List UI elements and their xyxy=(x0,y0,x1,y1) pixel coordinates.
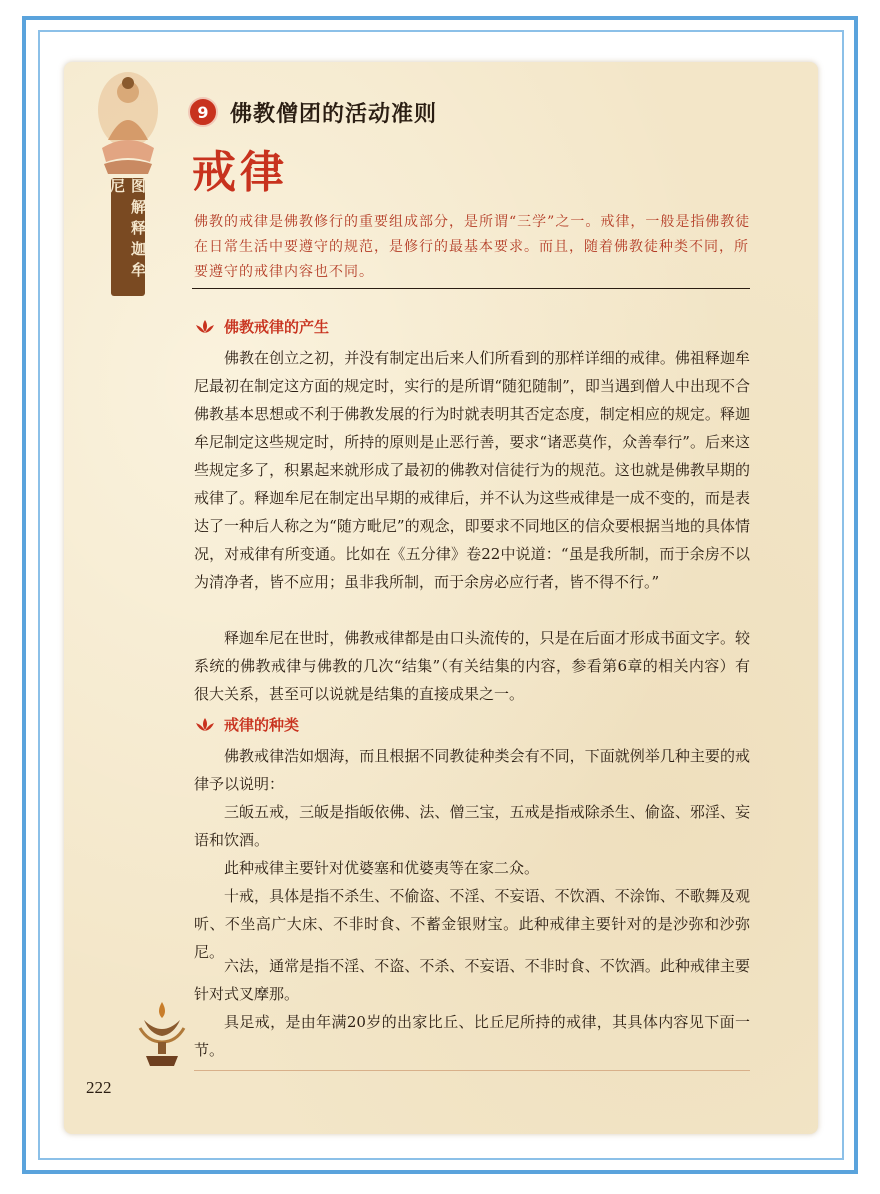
lotus-lamp-icon xyxy=(138,998,186,1068)
paragraph: 具足戒，是由年满20岁的出家比丘、比丘尼所持的戒律，其具体内容见下面一节。 xyxy=(194,1013,750,1059)
subheading-types: 戒律的种类 xyxy=(194,714,299,735)
lotus-icon xyxy=(194,319,216,335)
sidebar-decoration xyxy=(94,62,162,1134)
paragraph: 此种戒律主要针对优婆塞和优婆夷等在家二众。 xyxy=(224,859,540,877)
subheading-origin: 佛教戒律的产生 xyxy=(194,316,329,337)
chapter-title: 佛教僧团的活动准则 xyxy=(230,101,438,127)
paragraph: 十戒，具体是指不杀生、不偷盗、不淫、不妄语、不饮酒、不涂饰、不歌舞及观听、不坐高广大床、不非时食、不蓄金银财宝。此种戒律主要针对的是沙弥和沙弥尼。 xyxy=(194,887,750,961)
buddha-icon xyxy=(94,70,162,178)
intro-paragraph: 佛教的戒律是佛教修行的重要组成部分，是所谓“三学”之一。戒律，一般是指佛教徒在日常生活中要遵守的规范，是修行的最基本要求。而且，随着佛教徒种类不同，所要遵守的戒律内容也不同。 xyxy=(194,214,751,280)
page-number: 222 xyxy=(86,1078,112,1097)
book-page xyxy=(64,62,818,1134)
lotus-icon xyxy=(194,717,216,733)
footer-divider xyxy=(194,1070,750,1071)
chapter-header xyxy=(188,96,437,128)
paragraph: 佛教戒律浩如烟海，而且根据不同教徒种类会有不同，下面就例举几种主要的戒律予以说明： xyxy=(194,747,750,793)
sidebar-vertical-title: 图解释迦牟尼 xyxy=(111,178,145,296)
paragraph: 三皈五戒，三皈是指皈依佛、法、僧三宝，五戒是指戒除杀生、偷盗、邪淫、妄语和饮酒。 xyxy=(194,803,750,849)
section-heading: 戒律 xyxy=(192,147,288,198)
chapter-number-badge: 9 xyxy=(188,97,218,127)
paragraph: 释迦牟尼在世时，佛教戒律都是由口头流传的，只是在后面才形成书面文字。较系统的佛教戒律与佛教的几次“结集”（有关结集的内容，参看第6章的相关内容）有很大关系，甚至可以说就是结集的直接成果之一。 xyxy=(194,629,750,703)
paragraph: 六法，通常是指不淫、不盗、不杀、不妄语、不非时食、不饮酒。此种戒律主要针对式叉摩那。 xyxy=(194,957,750,1003)
divider xyxy=(192,288,750,289)
paragraph: 佛教在创立之初，并没有制定出后来人们所看到的那样详细的戒律。佛祖释迦牟尼最初在制定这方面的规定时，实行的是所谓“随犯随制”，即当遇到僧人中出现不合佛教基本思想或不利于佛教发展的行为时就表明其否定态度，制定相应的规定。释迦牟尼制定这些规定时，所持的原则是止恶行善，要求“诸恶莫作，众善奉行”。后来这些规定多了，积累起来就形成了最初的佛教对信徒行为的规范。这也就是佛教早期的戒律了。释迦牟尼在制定出早期的戒律后，并不认为这些戒律是一成不变的，而是表达了一种后人称之为“随方毗尼”的观念，即要求不同地区的信众要根据当地的具体情况，对戒律有所变通。比如在《五分律》卷22中说道：“虽是我所制，而于余房不以为清净者，皆不应用；虽非我所制，而于余房必应行者，皆不得不行。” xyxy=(194,349,750,591)
